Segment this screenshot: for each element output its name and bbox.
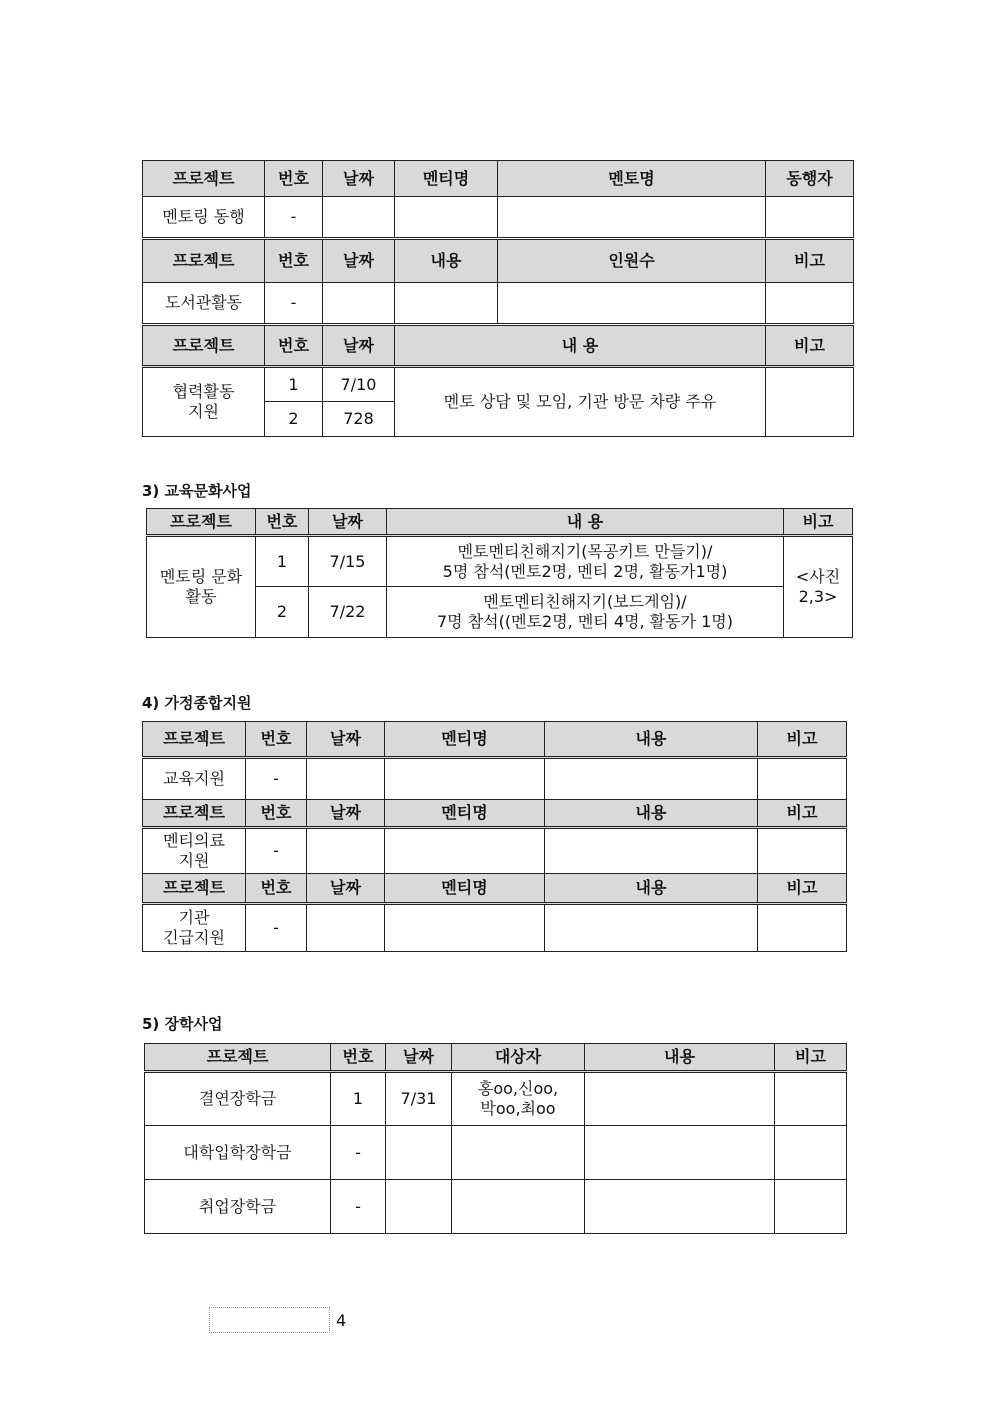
table-row xyxy=(145,1180,847,1234)
header-cell: 내용 xyxy=(585,1044,775,1072)
table-family-support xyxy=(142,721,847,952)
target-cell: 홍oo,신oo, 박oo,최oo xyxy=(452,1072,585,1126)
target-cell xyxy=(452,1126,585,1180)
header-cell: 내 용 xyxy=(395,325,766,367)
header-cell: 날짜 xyxy=(307,800,385,828)
companion-cell xyxy=(766,197,854,239)
table-row xyxy=(143,904,847,952)
project-cell: 결연장학금 xyxy=(145,1072,331,1126)
header-row xyxy=(143,325,854,367)
table-row xyxy=(143,197,854,239)
mentee-cell xyxy=(395,197,498,239)
header-cell: 비고 xyxy=(766,239,854,283)
note-cell xyxy=(766,367,854,437)
number-cell: - xyxy=(331,1126,386,1180)
table-row xyxy=(143,283,854,325)
content-cell xyxy=(395,283,498,325)
header-cell: 날짜 xyxy=(323,325,395,367)
project-cell: 멘토링 동행 xyxy=(143,197,265,239)
header-cell: 번호 xyxy=(331,1044,386,1072)
date-cell: 728 xyxy=(323,402,395,437)
header-cell: 멘토명 xyxy=(498,161,766,197)
project-cell: 취업장학금 xyxy=(145,1180,331,1234)
table-row xyxy=(143,367,854,402)
content-cell: 멘토 상담 및 모임, 기관 방문 차량 주유 xyxy=(395,367,766,437)
note-cell xyxy=(775,1180,847,1234)
project-cell: 멘토링 문화 활동 xyxy=(147,536,256,638)
note-cell xyxy=(758,828,847,874)
section-title: 4) 가정종합지원 xyxy=(142,694,252,712)
count-cell xyxy=(498,283,766,325)
number-cell: 2 xyxy=(256,587,309,638)
table-row xyxy=(145,1072,847,1126)
header-cell: 프로젝트 xyxy=(143,800,246,828)
project-cell: 기관 긴급지원 xyxy=(143,904,246,952)
header-row xyxy=(145,1044,847,1072)
number-cell: 1 xyxy=(256,536,309,587)
header-cell: 내용 xyxy=(545,722,758,758)
header-cell: 날짜 xyxy=(323,161,395,197)
header-row xyxy=(143,722,847,758)
header-cell: 내용 xyxy=(395,239,498,283)
table-row xyxy=(143,828,847,874)
header-cell: 비고 xyxy=(775,1044,847,1072)
date-cell xyxy=(323,197,395,239)
header-row xyxy=(143,800,847,828)
note-cell xyxy=(758,904,847,952)
note-cell xyxy=(758,758,847,800)
number-cell: 2 xyxy=(265,402,323,437)
header-cell: 동행자 xyxy=(766,161,854,197)
header-cell: 멘티명 xyxy=(385,722,545,758)
content-cell xyxy=(585,1072,775,1126)
header-cell: 날짜 xyxy=(307,722,385,758)
section-title: 3) 교육문화사업 xyxy=(142,482,252,500)
mentee-cell xyxy=(385,758,545,800)
page-number: 4 xyxy=(336,1311,347,1330)
project-cell: 대학입학장학금 xyxy=(145,1126,331,1180)
header-cell: 비고 xyxy=(766,325,854,367)
content-cell xyxy=(545,904,758,952)
header-cell: 번호 xyxy=(246,800,307,828)
project-cell: 멘티의료 지원 xyxy=(143,828,246,874)
mentor-cell xyxy=(498,197,766,239)
date-cell xyxy=(386,1180,452,1234)
header-cell: 대상자 xyxy=(452,1044,585,1072)
header-row xyxy=(143,239,854,283)
header-cell: 프로젝트 xyxy=(143,874,246,904)
number-cell: - xyxy=(246,828,307,874)
date-cell: 7/15 xyxy=(309,536,387,587)
header-cell: 번호 xyxy=(256,509,309,536)
number-cell: - xyxy=(246,904,307,952)
header-row xyxy=(143,874,847,904)
project-cell: 도서관활동 xyxy=(143,283,265,325)
date-cell xyxy=(307,758,385,800)
header-cell: 내용 xyxy=(545,874,758,904)
header-cell: 멘티명 xyxy=(385,800,545,828)
header-cell: 비고 xyxy=(784,509,853,536)
mentee-cell xyxy=(385,828,545,874)
table-row xyxy=(145,1126,847,1180)
header-cell: 번호 xyxy=(265,325,323,367)
header-cell: 비고 xyxy=(758,800,847,828)
note-cell xyxy=(766,283,854,325)
content-cell: 멘토멘티친해지기(보드게임)/ 7명 참석((멘토2명, 멘티 4명, 활동가 1명) xyxy=(387,587,784,638)
header-cell: 날짜 xyxy=(307,874,385,904)
note-cell: <사진 2,3> xyxy=(784,536,853,638)
project-cell: 교육지원 xyxy=(143,758,246,800)
header-cell: 멘티명 xyxy=(395,161,498,197)
header-cell: 내용 xyxy=(545,800,758,828)
footer-box xyxy=(209,1307,330,1333)
note-cell xyxy=(775,1072,847,1126)
table-row xyxy=(147,536,853,587)
content-cell xyxy=(545,828,758,874)
header-cell: 번호 xyxy=(246,874,307,904)
header-cell: 프로젝트 xyxy=(147,509,256,536)
header-cell: 비고 xyxy=(758,722,847,758)
header-cell: 번호 xyxy=(265,239,323,283)
number-cell: - xyxy=(246,758,307,800)
header-cell: 프로젝트 xyxy=(143,325,265,367)
target-cell xyxy=(452,1180,585,1234)
header-cell: 프로젝트 xyxy=(143,722,246,758)
content-cell xyxy=(585,1180,775,1234)
content-cell xyxy=(545,758,758,800)
number-cell: - xyxy=(331,1180,386,1234)
date-cell: 7/22 xyxy=(309,587,387,638)
header-cell: 내 용 xyxy=(387,509,784,536)
header-cell: 번호 xyxy=(246,722,307,758)
date-cell xyxy=(323,283,395,325)
content-cell: 멘토멘티친해지기(목공키트 만들기)/ 5명 참석(멘토2명, 멘티 2명, 활동가1명) xyxy=(387,536,784,587)
date-cell xyxy=(307,904,385,952)
header-cell: 날짜 xyxy=(309,509,387,536)
date-cell: 7/31 xyxy=(386,1072,452,1126)
header-cell: 번호 xyxy=(265,161,323,197)
number-cell: - xyxy=(265,197,323,239)
header-cell: 프로젝트 xyxy=(143,161,265,197)
date-cell: 7/10 xyxy=(323,367,395,402)
header-cell: 비고 xyxy=(758,874,847,904)
date-cell xyxy=(307,828,385,874)
header-cell: 멘티명 xyxy=(385,874,545,904)
header-row xyxy=(143,161,854,197)
section-title: 5) 장학사업 xyxy=(142,1015,223,1033)
date-cell xyxy=(386,1126,452,1180)
header-row xyxy=(147,509,853,536)
project-cell: 협력활동 지원 xyxy=(143,367,265,437)
table-mentoring-support xyxy=(142,160,854,437)
note-cell xyxy=(775,1126,847,1180)
number-cell: 1 xyxy=(265,367,323,402)
table-row xyxy=(143,758,847,800)
content-cell xyxy=(585,1126,775,1180)
header-cell: 날짜 xyxy=(386,1044,452,1072)
header-cell: 날짜 xyxy=(323,239,395,283)
mentee-cell xyxy=(385,904,545,952)
table-scholarship xyxy=(144,1043,847,1234)
header-cell: 프로젝트 xyxy=(145,1044,331,1072)
header-cell: 인원수 xyxy=(498,239,766,283)
number-cell: 1 xyxy=(331,1072,386,1126)
header-cell: 프로젝트 xyxy=(143,239,265,283)
table-education-culture xyxy=(146,508,853,638)
number-cell: - xyxy=(265,283,323,325)
